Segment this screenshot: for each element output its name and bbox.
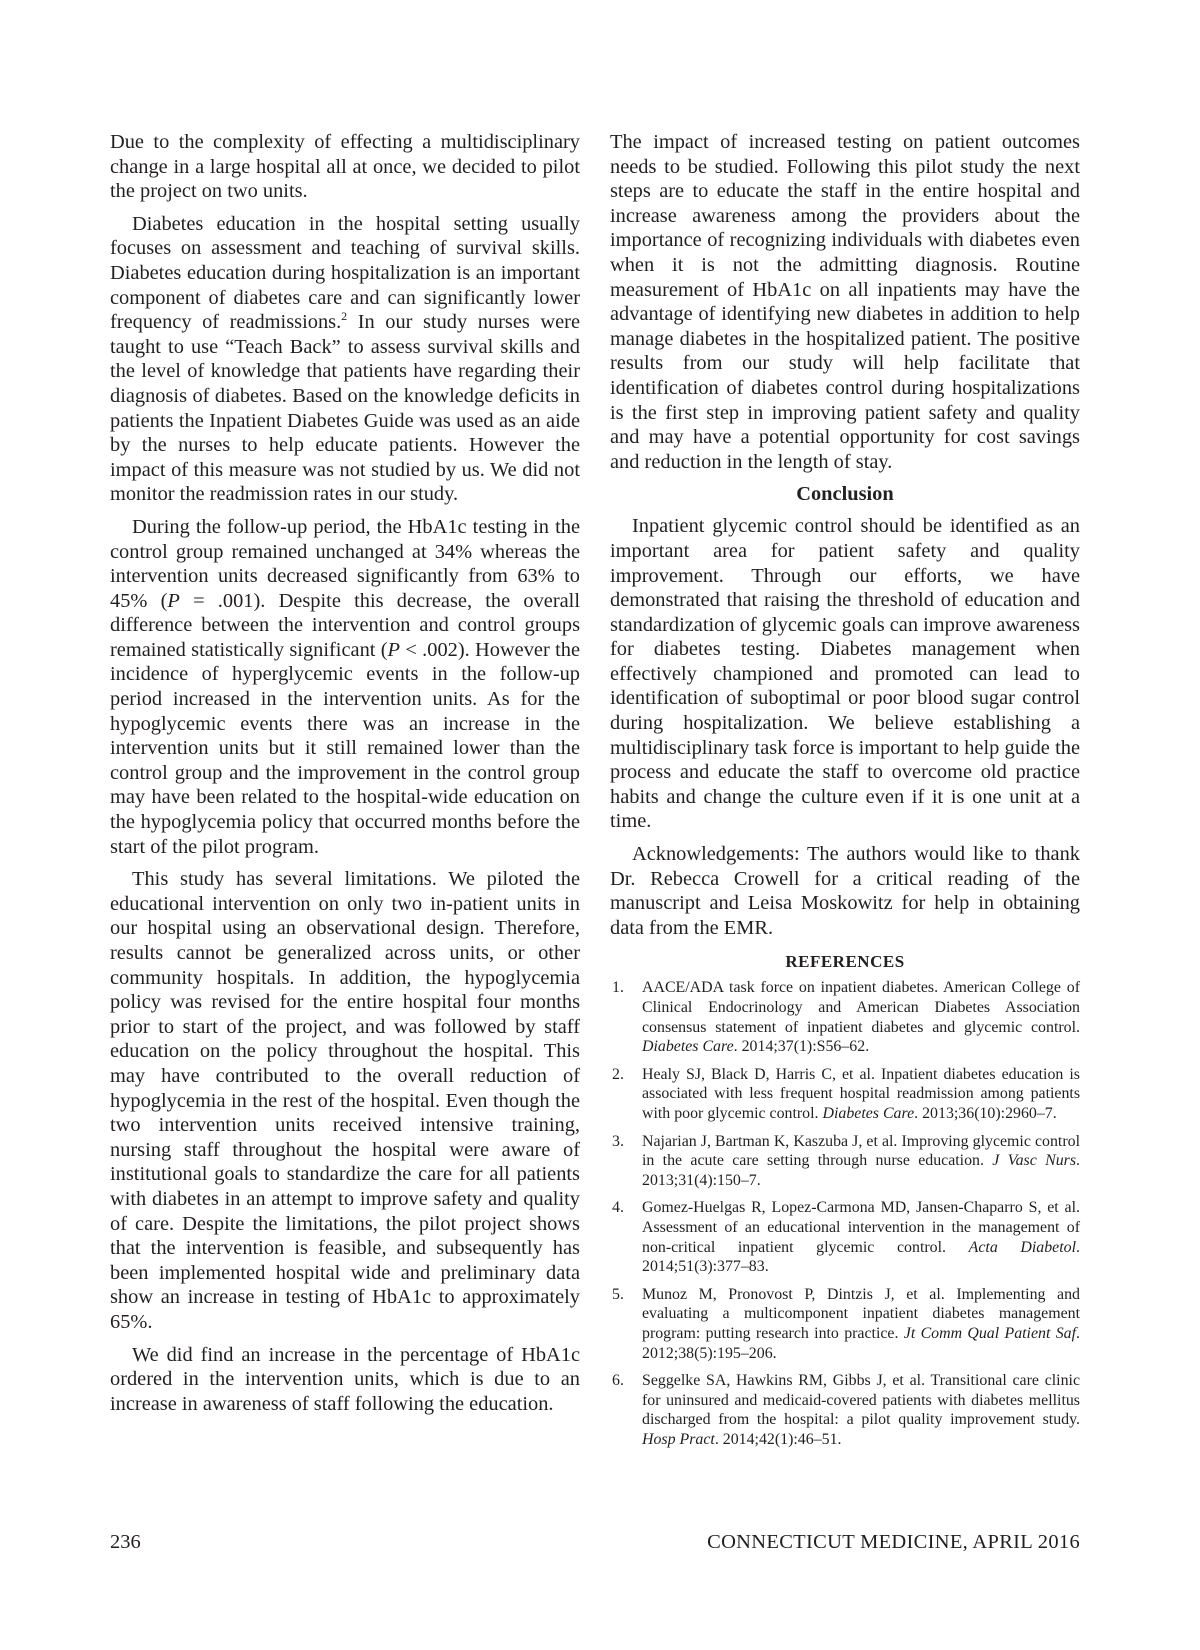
reference-citation: . 2013;36(10):2960–7. — [914, 1104, 1057, 1122]
reference-number: 1. — [612, 979, 624, 997]
reference-text: Seggelke SA, Hawkins RM, Gibbs J, et al. Transitional care clinic for uninsured and medicaid-covered patients with diabetes mellitus discharged from the hospital: a pilot quality improvement study. — [642, 1372, 1080, 1429]
left-column — [110, 130, 580, 1424]
conclusion-paragraph: Inpatient glycemic control should be identified as an important area for patient safety and quality improvement. Through our efforts, we have demonstrated that raising the threshold of education and standardization of glycemic goals can improve awareness for diabetes testing. Diabetes management when effectively championed and promoted can lead to identification of suboptimal or poor blood sugar control during hospitalization. We believe establishing a multidisciplinary task force is important to help guide the process and educate the staff to overcome old practice habits and change the culture even if it is one unit at a time. — [610, 515, 1080, 833]
references-list — [610, 978, 1080, 1449]
reference-citation: . 2014;37(1):S56–62. — [733, 1038, 870, 1056]
reference-number: 5. — [612, 1285, 624, 1303]
right-column — [610, 130, 1080, 1457]
body-paragraph: The impact of increased testing on patient outcomes needs to be studied. Following this pilot study the next steps are to educate the staff in the entire hospital and increase awareness among the providers about the importance of recognizing individuals with diabetes even when it is not the admitting diagnosis. Routine measurement of HbA1c on all inpatients may have the advantage of identifying new diabetes in addition to help manage diabetes in the hospitalized patient. The positive results from our study will help facilitate that identification of diabetes control during hospitalizations is the first step in improving patient safety and quality and may have a potential opportunity for cost savings and reduction in the length of stay. — [610, 131, 1080, 473]
reference-citation: . 2014;42(1):46–51. — [714, 1430, 842, 1448]
body-paragraph: We did find an increase in the percentage of HbA1c ordered in the intervention units, which is due to an increase in awareness of staff following the education. — [110, 1343, 580, 1415]
p-value-symbol: P — [387, 638, 401, 661]
reference-citation: . 2013;31(4):150–7. — [642, 1152, 1080, 1189]
reference-item — [610, 1198, 1080, 1276]
body-paragraph — [110, 515, 580, 859]
reference-number: 3. — [612, 1132, 624, 1150]
p-value-symbol: P — [167, 589, 180, 612]
reference-journal: Diabetes Care — [822, 1104, 915, 1122]
body-paragraph — [110, 212, 580, 507]
reference-item — [610, 1132, 1080, 1191]
page-number: 236 — [110, 1531, 141, 1553]
reference-journal: Hosp Pract — [642, 1430, 715, 1448]
reference-journal: Jt Comm Qual Patient Saf — [903, 1324, 1077, 1342]
conclusion-heading: Conclusion — [796, 483, 894, 506]
paragraph-text: < .002). However the incidence of hyperglycemic events in the follow-up period increased in the intervention units. As for the hypoglycemic events there was an increase in the intervention units but it still remained lower than the control group and the improvement in the control group may have been related to the hospital-wide education on the hypoglycemia policy that occurred months before the start of the pilot program. — [110, 638, 580, 858]
reference-journal: J Vasc Nurs — [992, 1152, 1077, 1170]
reference-item — [610, 1285, 1080, 1363]
reference-text: Najarian J, Bartman K, Kaszuba J, et al. Improving glycemic control in the acute care setting through nurse education. — [642, 1132, 1080, 1170]
reference-text: AACE/ADA task force on inpatient diabetes. American College of Clinical Endocrinology and American Diabetes Association consensus statement of inpatient diabetes and glycemic control. — [642, 979, 1080, 1036]
reference-text: Healy SJ, Black D, Harris C, et al. Inpatient diabetes education is associated with less frequent hospital readmission among patients with poor glycemic control. — [642, 1065, 1080, 1122]
reference-item — [610, 1065, 1080, 1124]
paragraph-text: = .001). Despite this decrease, the overall difference between the intervention and control groups remained statistically significant ( — [110, 589, 581, 661]
citation-superscript: 2 — [341, 309, 348, 324]
paragraph-text: Diabetes education in the hospital setting usually focuses on assessment and teaching of survival skills. Diabetes education during hospitalization is an important component of diabetes care and can significantly lower frequency of readmissions. — [110, 212, 580, 334]
reference-text: Munoz M, Pronovost P, Dintzis J, et al. Implementing and evaluating a multicomponent inpatient diabetes management program: putting research into practice. — [642, 1285, 1080, 1342]
reference-citation: . 2014;51(3):377–83. — [642, 1238, 1080, 1276]
reference-number: 2. — [612, 1065, 624, 1083]
journal-issue-line: CONNECTICUT MEDICINE, APRIL 2016 — [707, 1531, 1080, 1553]
reference-citation: . 2012;38(5):195–206. — [642, 1324, 1080, 1362]
reference-journal: Diabetes Care — [642, 1038, 734, 1056]
body-paragraph: This study has several limitations. We piloted the educational intervention on only two in-patient units in our hospital using an observational design. Therefore, results cannot be generalized across units, or other community hospitals. In addition, the hypoglycemia policy was revised for the entire hospital four months prior to start of the project, and was followed by staff education on the policy throughout the hospital. This may have contributed to the overall reduction of hypoglycemia in the rest of the hospital. Even though the two intervention units received intensive training, nursing staff throughout the hospital were aware of institutional goals to standardize the care for all patients with diabetes in an attempt to improve safety and quality of care. Despite the limitations, the pilot project shows that the intervention is feasible, and subsequently has been implemented hospital wide and preliminary data show an increase in testing of HbA1c to approximately 65%. — [110, 868, 580, 1333]
reference-number: 6. — [612, 1372, 624, 1390]
reference-item — [610, 978, 1080, 1056]
reference-item — [610, 1371, 1080, 1449]
body-paragraph: Due to the complexity of effecting a multidisciplinary change in a large hospital all at once, we decided to pilot the project on two units. — [110, 131, 580, 203]
reference-journal: Acta Diabetol — [968, 1238, 1077, 1256]
acknowledgements-paragraph: Acknowledgements: The authors would like to thank Dr. Rebecca Crowell for a critical reading of the manuscript and Leisa Moskowitz for help in obtaining data from the EMR. — [610, 843, 1080, 939]
paragraph-text: In our study nurses were taught to use “Teach Back” to assess survival skills and the level of knowledge that patients have regarding their diagnosis of diabetes. Based on the knowledge deficits in patients the Inpatient Diabetes Guide was used as an aide by the nurses to help educate patients. However the impact of this measure was not studied by us. We did not monitor the readmission rates in our study. — [110, 311, 580, 506]
references-heading: REFERENCES — [785, 952, 905, 972]
reference-text: Gomez-Huelgas R, Lopez-Carmona MD, Jansen-Chaparro S, et al. Assessment of an educational intervention in the management of non-critical inpatient glycemic control. — [642, 1199, 1080, 1256]
reference-number: 4. — [612, 1199, 624, 1217]
paragraph-text: During the follow-up period, the HbA1c testing in the control group remained unchanged at 34% whereas the intervention units decreased significantly from 63% to 45% ( — [110, 515, 580, 612]
